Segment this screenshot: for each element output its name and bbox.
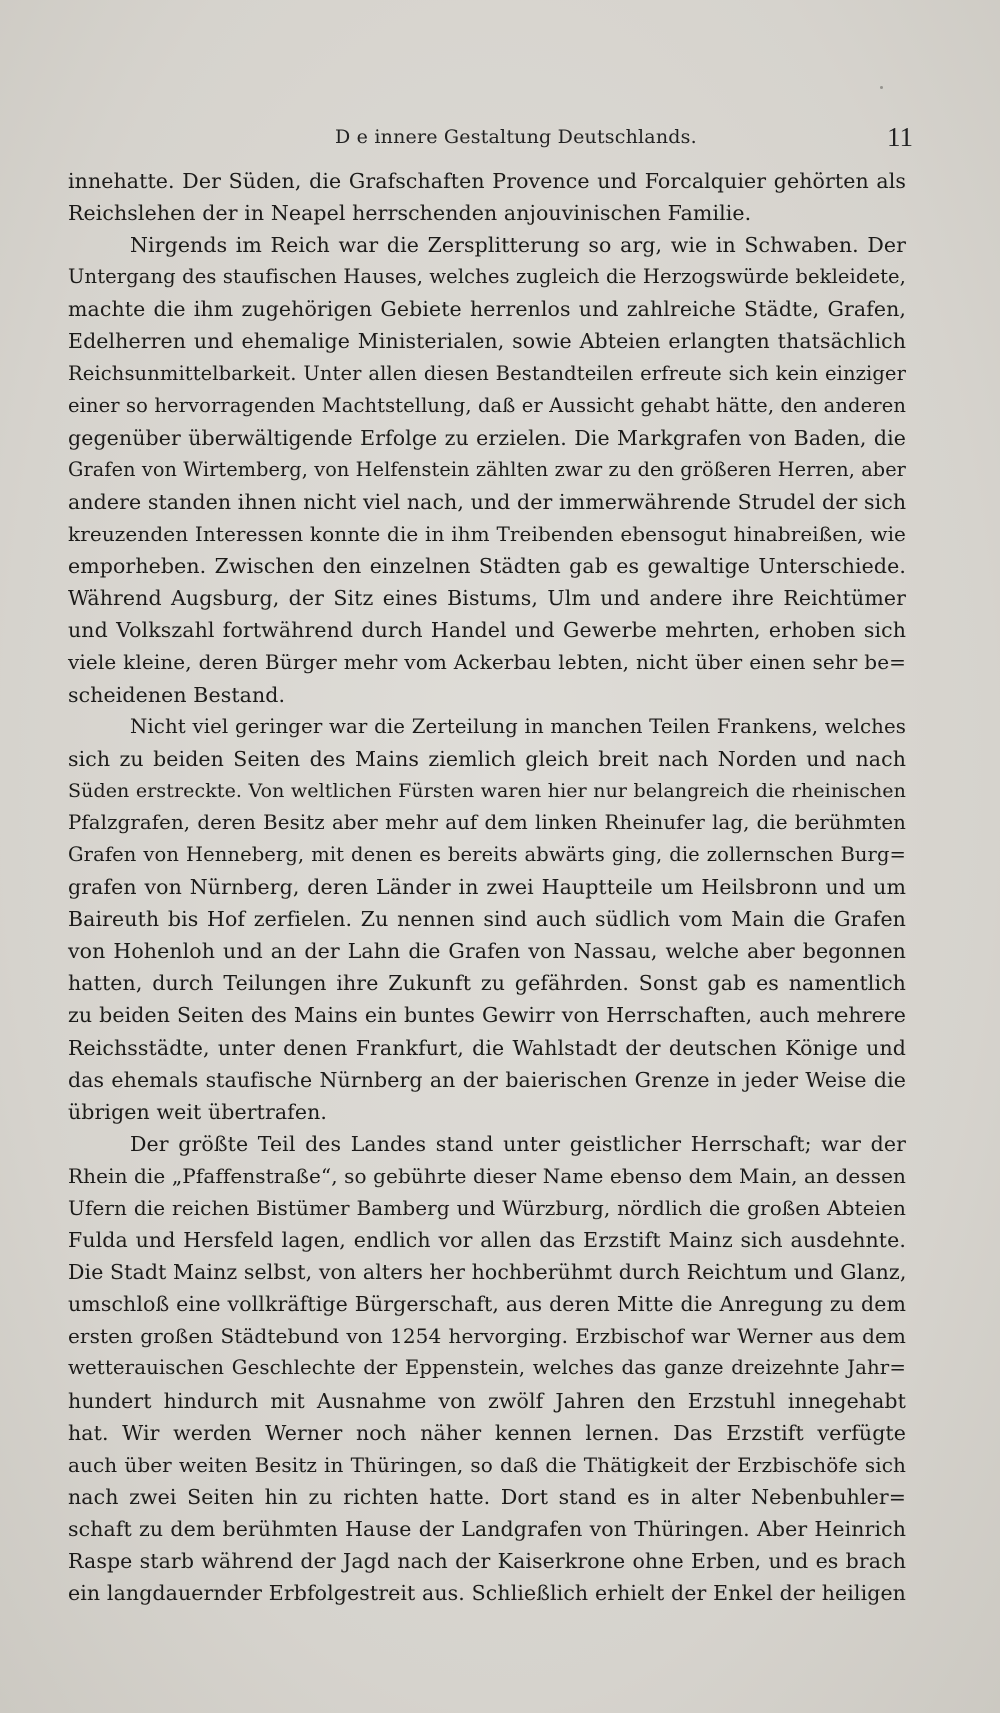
text-line: auch über weiten Besitz in Thüringen, so daß die Thätigkeit der Erzbischöfe sich bbox=[68, 1452, 906, 1477]
text-line: Baireuth bis Hof zerfielen. Zu nennen sind auch südlich vom Main die Grafen bbox=[68, 907, 906, 932]
text-line: Die Stadt Mainz selbst, von alters her hochberühmt durch Reichtum und Glanz, bbox=[68, 1260, 907, 1285]
text-line: Reichslehen der in Neapel herrschenden anjouvinischen Familie. bbox=[68, 201, 752, 226]
text-line: Süden erstreckte. Von weltlichen Fürsten waren hier nur belangreich die rheinischen bbox=[68, 779, 906, 802]
text-line: schaft zu dem berühmten Hause der Landgrafen von Thüringen. Aber Heinrich bbox=[68, 1516, 906, 1541]
text-line: nach zwei Seiten hin zu richten hatte. Dort stand es in alter Nebenbuhler= bbox=[68, 1484, 906, 1509]
text-line: Edelherren und ehemalige Ministerialen, sowie Abteien erlangten thatsächlich bbox=[68, 329, 906, 354]
text-line: das ehemals staufische Nürnberg an der baierischen Grenze in jeder Weise die bbox=[68, 1067, 906, 1092]
text-line: Grafen von Henneberg, mit denen es bereits abwärts ging, die zollernschen Burg= bbox=[68, 842, 906, 866]
text-line: innehatte. Der Süden, die Grafschaften Provence und Forcalquier gehörten als bbox=[68, 169, 906, 193]
text-line: Reichsunmittelbarkeit. Unter allen diesen Bestandteilen erfreute sich kein einziger bbox=[68, 361, 906, 385]
text-line: kreuzenden Interessen konnte die in ihm Treibenden ebensogut hinabreißen, wie bbox=[68, 522, 906, 547]
text-line: von Hohenloh und an der Lahn die Grafen von Nassau, welche aber begonnen bbox=[68, 939, 906, 964]
text-line: Fulda und Hersfeld lagen, endlich vor allen das Erzstift Mainz sich ausdehnte. bbox=[68, 1228, 906, 1253]
text-line: und Volkszahl fortwährend durch Handel und Gewerbe mehrten, erhoben sich bbox=[68, 618, 906, 643]
text-line: zu beiden Seiten des Mains ein buntes Gewirr von Herrschaften, auch mehrere bbox=[68, 1003, 906, 1028]
text-line: hatten, durch Teilungen ihre Zukunft zu gefährden. Sonst gab es namentlich bbox=[68, 971, 906, 996]
text-line: ersten großen Städtebund von 1254 hervorging. Erzbischof war Werner aus dem bbox=[68, 1324, 906, 1349]
text-line: scheidenen Bestand. bbox=[68, 682, 286, 707]
text-line: Pfalzgrafen, deren Besitz aber mehr auf dem linken Rheinufer lag, die berühmten bbox=[68, 810, 906, 834]
paragraph-start-line: Nicht viel geringer war die Zerteilung in manchen Teilen Frankens, welches bbox=[130, 714, 906, 738]
paragraph-start-line: Der größte Teil des Landes stand unter geistlicher Herrschaft; war der bbox=[130, 1131, 906, 1156]
text-line: sich zu beiden Seiten des Mains ziemlich gleich breit nach Norden und nach bbox=[68, 746, 906, 771]
text-line: gegenüber überwältigende Erfolge zu erzielen. Die Markgrafen von Baden, die bbox=[68, 425, 906, 450]
text-line: wetterauischen Geschlechte der Eppenstein, welches das ganze dreizehnte Jahr= bbox=[68, 1356, 906, 1380]
text-line: Grafen von Wirtemberg, von Helfenstein zählten zwar zu den größeren Herren, aber bbox=[68, 457, 906, 481]
paragraph-start-line: Nirgends im Reich war die Zersplitterung so arg, wie in Schwaben. Der bbox=[130, 233, 906, 258]
text-line: Während Augsburg, der Sitz eines Bistums, Ulm und andere ihre Reichtümer bbox=[68, 586, 906, 611]
text-line: umschloß eine vollkräftige Bürgerschaft, aus deren Mitte die Anregung zu dem bbox=[68, 1292, 906, 1317]
paper-speck bbox=[880, 86, 883, 89]
text-line bbox=[68, 1609, 906, 1641]
text-line: machte die ihm zugehörigen Gebiete herrenlos und zahlreiche Städte, Grafen, bbox=[68, 297, 906, 322]
text-line: grafen von Nürnberg, deren Länder in zwei Hauptteile um Heilsbronn und um bbox=[68, 875, 906, 900]
text-line: übrigen weit übertrafen. bbox=[68, 1099, 328, 1124]
page-header bbox=[0, 120, 1000, 160]
text-line: einer so hervorragenden Machtstellung, daß er Aussicht gehabt hätte, den anderen bbox=[68, 393, 906, 417]
text-line: hat. Wir werden Werner noch näher kennen lernen. Das Erzstift verfügte bbox=[68, 1420, 906, 1445]
text-line: hundert hindurch mit Ausnahme von zwölf Jahren den Erzstuhl innegehabt bbox=[68, 1388, 906, 1413]
text-line: Reichsstädte, unter denen Frankfurt, die Wahlstadt der deutschen Könige und bbox=[68, 1035, 906, 1060]
text-line: viele kleine, deren Bürger mehr vom Ackerbau lebten, nicht über einen sehr be= bbox=[68, 650, 906, 675]
text-line: emporheben. Zwischen den einzelnen Städten gab es gewaltige Unterschiede. bbox=[68, 554, 906, 579]
text-line: andere standen ihnen nicht viel nach, und der immerwährende Strudel der sich bbox=[68, 489, 907, 514]
body-text bbox=[68, 165, 906, 1641]
running-title: D e innere Gestaltung Deutschlands. bbox=[335, 126, 697, 148]
text-line: Ufern die reichen Bistümer Bamberg und Würzburg, nördlich die großen Abteien bbox=[68, 1196, 906, 1220]
text-line: Rhein die „Pfaffenstraße“, so gebührte dieser Name ebenso dem Main, an dessen bbox=[68, 1163, 906, 1188]
text-line: Untergang des staufischen Hauses, welches zugleich die Herzogswürde bekleidete, bbox=[68, 265, 906, 289]
text-line: ein langdauernder Erbfolgestreit aus. Schließlich erhielt der Enkel der heiligen bbox=[68, 1581, 906, 1606]
page-number: 11 bbox=[887, 122, 913, 152]
text-line: Raspe starb während der Jagd nach der Kaiserkrone ohne Erben, und es brach bbox=[68, 1549, 906, 1574]
